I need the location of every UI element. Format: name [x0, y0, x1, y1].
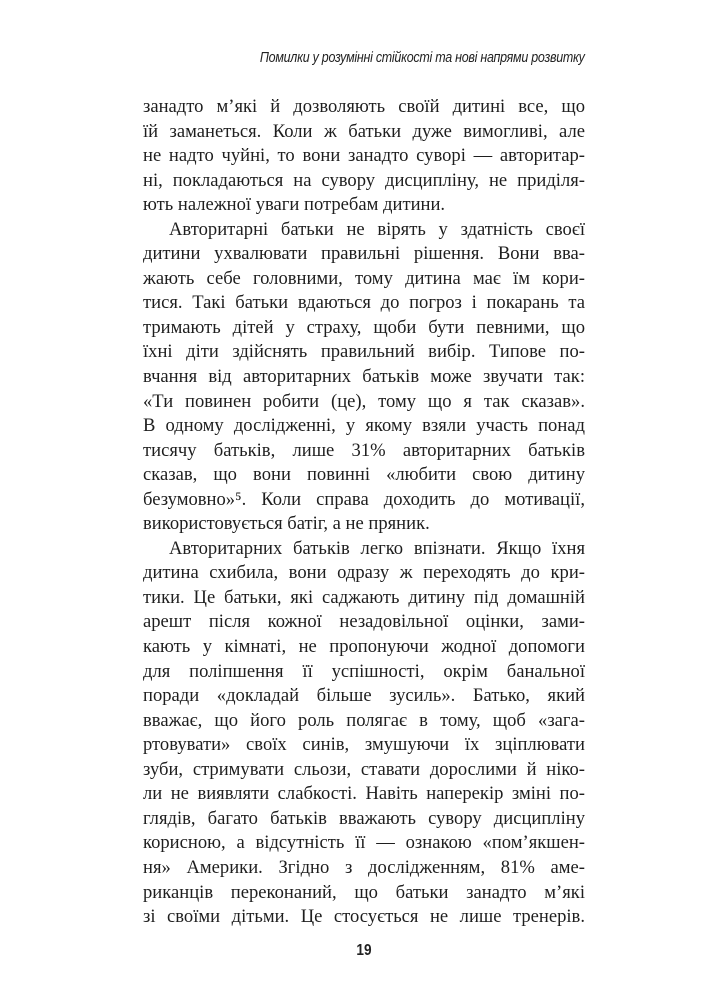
text-line: глядів, багато батьків вважають сувору дисципліну [143, 807, 585, 829]
text-line: арешт після кожної незадовільної оцінки, зами- [143, 611, 585, 633]
text-line: В одному дослідженні, у якому взяли участь понад [143, 415, 585, 437]
text-line: ні, покладаються на сувору дисципліну, не приділя- [143, 169, 585, 191]
text-line: сказав, що вони повинні «любити свою дитину [143, 464, 585, 486]
text-line: їхні діти здійснять правильний вибір. Типове по- [143, 341, 585, 363]
text-line: зі своїми дітьми. Це стосується не лише тренерів. [143, 906, 585, 928]
text-line: дитини ухвалювати правильні рішення. Вони вва- [143, 243, 585, 265]
text-line: тисячу батьків, лише 31% авторитарних батьків [143, 439, 585, 461]
text-line: використовується батіг, а не пряник. [143, 513, 430, 535]
text-line: вважає, що його роль полягає в тому, щоб «зага- [143, 709, 585, 731]
text-line: жають себе головними, тому дитина має їм кори- [143, 267, 585, 289]
text-line: ртовувати» своїх синів, змушуючи їх зціплювати [143, 734, 585, 756]
text-line: корисною, а відсутність її — ознакою «пом’якшен- [143, 832, 585, 854]
text-line: тримають дітей у страху, щоби бути певними, що [143, 316, 585, 338]
text-line: Авторитарних батьків легко впізнати. Якщо їхня [169, 537, 585, 559]
text-line: поради «докладай більше зусиль». Батько, який [143, 685, 585, 707]
text-line: вчання від авторитарних батьків може звучати так: [143, 366, 585, 388]
paragraph [143, 537, 585, 930]
body-text [143, 95, 585, 930]
text-line: «Ти повинен робити (це), тому що я так сказав». [143, 390, 585, 412]
text-line: зуби, стримувати сльози, ставати дорослими й ніко- [143, 758, 585, 780]
page-number: 19 [356, 942, 372, 959]
text-line: кають у кімнаті, не пропонуючи жодної допомоги [143, 636, 585, 658]
running-header-title: Помилки у розумінні стійкості та нові напрями розвитку [260, 50, 585, 66]
text-line: ють належної уваги потребам дитини. [143, 194, 446, 216]
text-line: ли не виявляти слабкості. Навіть наперекір зміні по- [143, 783, 585, 805]
text-line: дитина схибила, вони одразу ж переходять до кри- [143, 562, 585, 584]
text-line: тики. Це батьки, які саджають дитину під домашній [143, 586, 585, 608]
text-line: ня» Америки. Згідно з дослідженням, 81% аме- [143, 856, 585, 878]
text-line: для поліпшення її успішності, окрім банальної [143, 660, 585, 682]
paragraph [143, 95, 585, 218]
text-line: безумовно»⁵. Коли справа доходить до мотивації, [143, 488, 585, 510]
text-line: Авторитарні батьки не вірять у здатність своєї [169, 218, 585, 240]
text-line: їй заманеться. Коли ж батьки дуже вимогливі, але [143, 120, 585, 142]
paragraph [143, 218, 585, 537]
text-line: тися. Такі батьки вдаються до погроз і покарань та [143, 292, 585, 314]
text-line: риканців переконаний, що батьки занадто м’які [143, 881, 585, 903]
text-line: занадто м’які й дозволяють своїй дитині все, що [143, 96, 585, 117]
text-line: не надто чуйні, то вони занадто суворі — авторитар- [143, 145, 585, 167]
